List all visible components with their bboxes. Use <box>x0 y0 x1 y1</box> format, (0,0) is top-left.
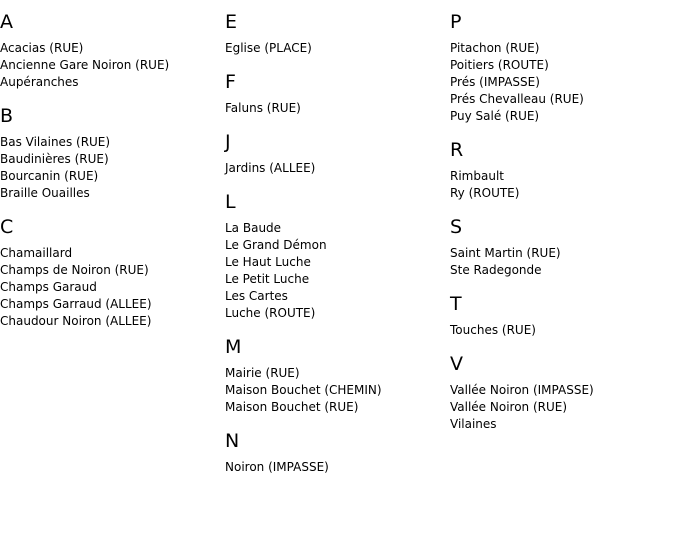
street-link[interactable]: Champs Garaud <box>0 280 97 294</box>
street-link[interactable]: Vallée Noiron (RUE) <box>450 400 568 414</box>
street-link[interactable]: Le Haut Luche <box>225 255 311 269</box>
street-link[interactable]: Prés Chevalleau (RUE) <box>450 92 584 106</box>
letter-section <box>225 336 445 416</box>
letter-heading: S <box>450 216 463 238</box>
street-link[interactable]: Bas Vilaines (RUE) <box>0 135 111 149</box>
column-2 <box>225 0 445 490</box>
letter-heading: M <box>225 336 242 358</box>
letter-section <box>225 191 445 322</box>
street-link[interactable]: Ste Radegonde <box>450 263 542 277</box>
street-link[interactable]: Aupéranches <box>0 75 79 89</box>
letter-heading: P <box>450 11 462 33</box>
street-list <box>0 245 220 330</box>
letter-section <box>0 11 220 91</box>
street-link[interactable]: Acacias (RUE) <box>0 41 84 55</box>
street-link[interactable]: Prés (IMPASSE) <box>450 75 540 89</box>
street-link[interactable]: Touches (RUE) <box>450 323 536 337</box>
street-list <box>225 100 445 117</box>
letter-section <box>450 11 670 125</box>
street-link[interactable]: Chamaillard <box>0 246 73 260</box>
letter-heading: J <box>225 131 231 153</box>
street-list <box>225 220 445 322</box>
street-link[interactable]: Eglise (PLACE) <box>225 41 312 55</box>
street-list <box>450 168 670 202</box>
street-link[interactable]: Maison Bouchet (CHEMIN) <box>225 383 382 397</box>
letter-heading: E <box>225 11 238 33</box>
letter-heading: L <box>225 191 236 213</box>
street-link[interactable]: Vilaines <box>450 417 497 431</box>
letter-section <box>450 293 670 339</box>
street-link[interactable]: Braille Ouailles <box>0 186 90 200</box>
street-link[interactable]: Baudinières (RUE) <box>0 152 109 166</box>
street-link[interactable]: Champs de Noiron (RUE) <box>0 263 149 277</box>
street-list <box>450 382 670 433</box>
letter-section <box>450 353 670 433</box>
street-list <box>225 40 445 57</box>
letter-heading: N <box>225 430 240 452</box>
street-link[interactable]: Ry (ROUTE) <box>450 186 520 200</box>
street-link[interactable]: Les Cartes <box>225 289 288 303</box>
letter-heading: C <box>0 216 14 238</box>
street-link[interactable]: Maison Bouchet (RUE) <box>225 400 359 414</box>
street-link[interactable]: Faluns (RUE) <box>225 101 301 115</box>
letter-heading: B <box>0 105 14 127</box>
street-link[interactable]: Rimbault <box>450 169 504 183</box>
street-link[interactable]: Luche (ROUTE) <box>225 306 316 320</box>
letter-section <box>450 139 670 202</box>
street-link[interactable]: Noiron (IMPASSE) <box>225 460 329 474</box>
letter-section <box>225 430 445 476</box>
street-list <box>225 365 445 416</box>
column-3 <box>450 0 670 447</box>
street-list <box>450 245 670 279</box>
letter-heading: V <box>450 353 463 375</box>
letter-section <box>225 131 445 177</box>
letter-heading: A <box>0 11 13 33</box>
street-link[interactable]: Chaudour Noiron (ALLEE) <box>0 314 152 328</box>
letter-heading: R <box>450 139 464 161</box>
street-link[interactable]: Bourcanin (RUE) <box>0 169 99 183</box>
letter-section <box>0 216 220 330</box>
column-1 <box>0 0 220 344</box>
street-link[interactable]: Vallée Noiron (IMPASSE) <box>450 383 594 397</box>
street-list <box>0 134 220 202</box>
letter-section <box>225 11 445 57</box>
street-link[interactable]: Pitachon (RUE) <box>450 41 540 55</box>
street-link[interactable]: Puy Salé (RUE) <box>450 109 540 123</box>
letter-heading: T <box>450 293 462 315</box>
street-link[interactable]: Ancienne Gare Noiron (RUE) <box>0 58 170 72</box>
letter-section <box>225 71 445 117</box>
street-list <box>225 459 445 476</box>
letter-section <box>0 105 220 202</box>
street-link[interactable]: Saint Martin (RUE) <box>450 246 561 260</box>
street-link[interactable]: La Baude <box>225 221 282 235</box>
letter-section <box>450 216 670 279</box>
street-link[interactable]: Poitiers (ROUTE) <box>450 58 549 72</box>
street-link[interactable]: Jardins (ALLEE) <box>225 161 316 175</box>
street-list <box>450 40 670 125</box>
street-link[interactable]: Mairie (RUE) <box>225 366 300 380</box>
street-link[interactable]: Le Grand Démon <box>225 238 327 252</box>
street-list <box>0 40 220 91</box>
letter-heading: F <box>225 71 236 93</box>
street-list <box>225 160 445 177</box>
street-link[interactable]: Le Petit Luche <box>225 272 310 286</box>
street-link[interactable]: Champs Garraud (ALLEE) <box>0 297 152 311</box>
street-list <box>450 322 670 339</box>
